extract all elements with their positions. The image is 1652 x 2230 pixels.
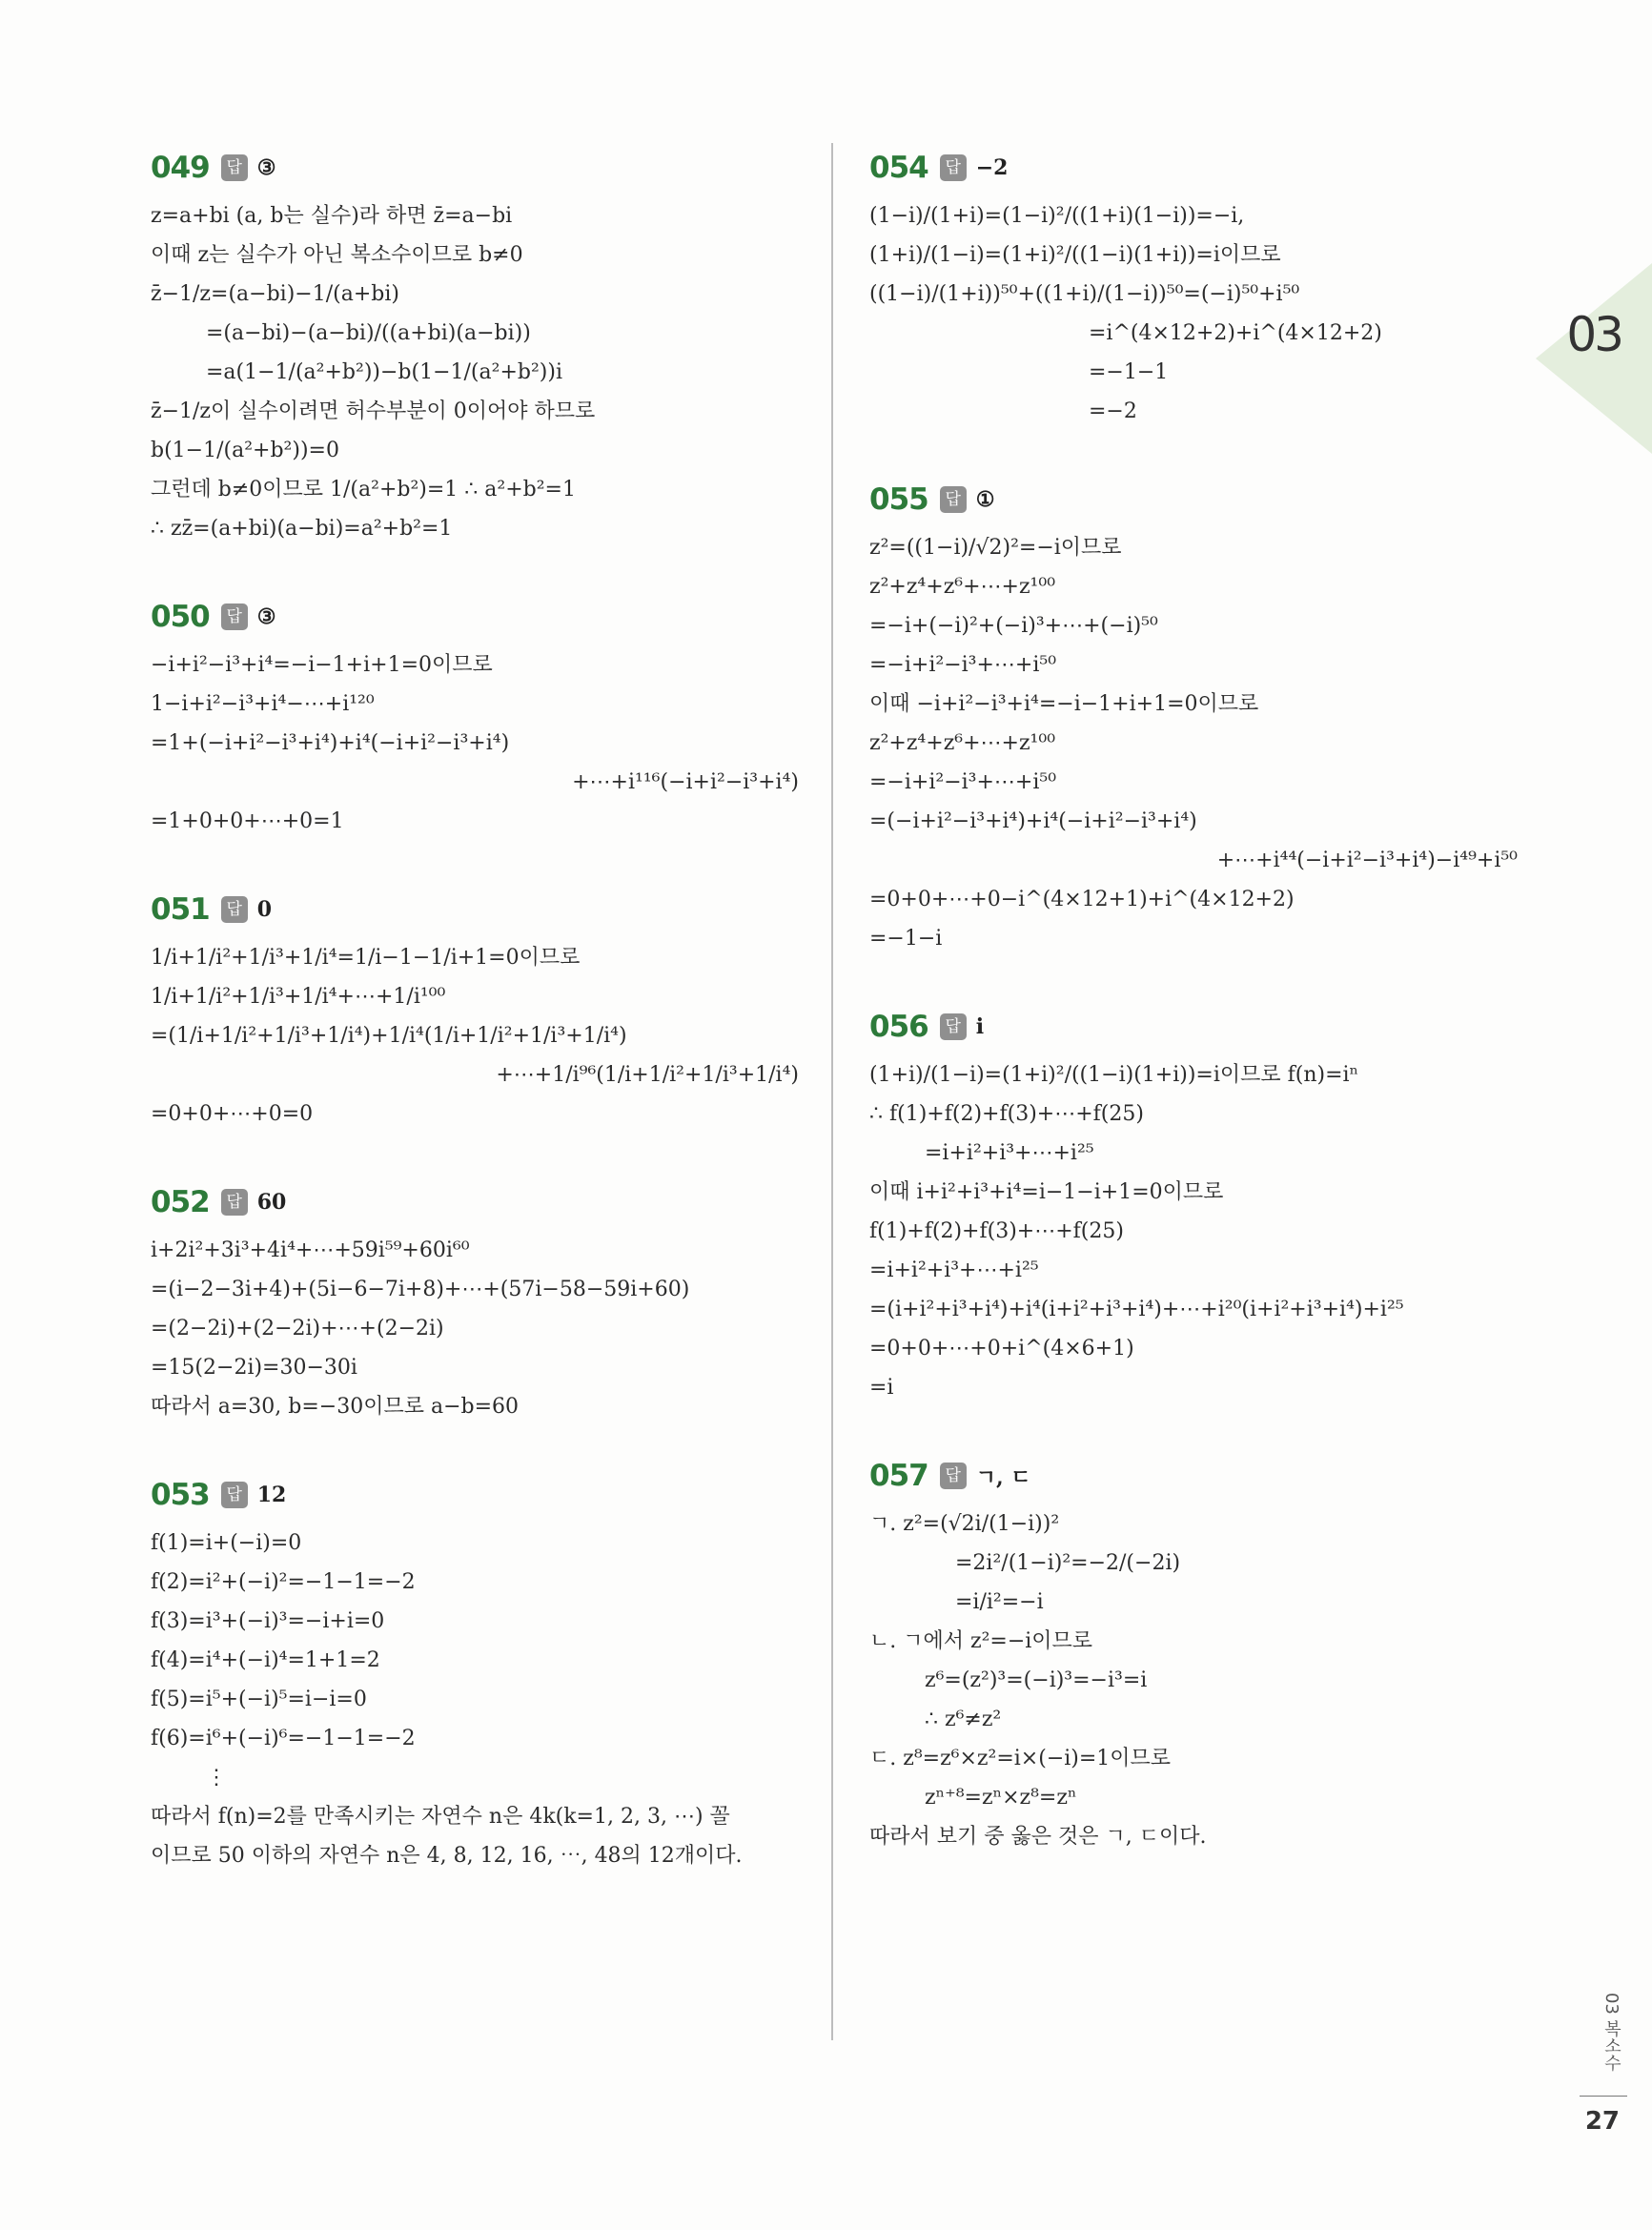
problem-050	[151, 592, 808, 841]
solution-line: =15(2−2i)=30−30i	[151, 1356, 357, 1380]
chapter-number: 03	[1566, 307, 1621, 362]
solution-line: =i/i²=−i	[955, 1590, 1044, 1614]
answer-badge: 답	[221, 1189, 248, 1216]
problem-header	[869, 1451, 1527, 1501]
answer-badge: 답	[221, 604, 248, 630]
solution-line: +⋯+1/i⁹⁶(1/i+1/i²+1/i³+1/i⁴)	[496, 1063, 799, 1087]
answer-value: ①	[975, 487, 995, 512]
solution-line: =−i+i²−i³+⋯+i⁵⁰	[869, 770, 1057, 794]
answer-value: ③	[256, 155, 276, 180]
problem-header	[151, 143, 808, 193]
solution-line: ∴ z⁶≠z²	[925, 1708, 1002, 1731]
solution-line: ㄴ. ㄱ에서 z²=−i이므로	[869, 1629, 1093, 1653]
solution-line: 이므로 50 이하의 자연수 n은 4, 8, 12, 16, ⋯, 48의 12개이다.	[151, 1844, 743, 1868]
answer-badge: 답	[221, 154, 248, 181]
problem-054	[869, 143, 1527, 431]
answer-value: −2	[975, 155, 1009, 180]
solution-line: z̄−1/z이 실수이려면 허수부분이 0이어야 하므로	[151, 399, 596, 423]
solution-line: =(2−2i)+(2−2i)+⋯+(2−2i)	[151, 1317, 444, 1340]
problem-052	[151, 1177, 808, 1426]
solution-line: z=a+bi (a, b는 실수)라 하면 z̄=a−bi	[151, 204, 513, 228]
solution-line: f(6)=i⁶+(−i)⁶=−1−1=−2	[151, 1727, 416, 1750]
solution-line: 1/i+1/i²+1/i³+1/i⁴=1/i−1−1/i+1=0이므로	[151, 946, 581, 970]
problem-header	[869, 143, 1527, 193]
problem-number: 049	[151, 151, 210, 185]
solution-line: =0+0+⋯+0−i^(4×12+1)+i^(4×12+2)	[869, 888, 1295, 911]
problem-header	[151, 1470, 808, 1520]
problem-header	[151, 592, 808, 642]
problem-number: 052	[151, 1185, 210, 1219]
page-number-rule	[1580, 2096, 1627, 2097]
solution-line: f(3)=i³+(−i)³=−i+i=0	[151, 1609, 385, 1633]
problem-number: 056	[869, 1010, 928, 1044]
solution-line: b(1−1/(a²+b²))=0	[151, 439, 339, 462]
answer-value: i	[975, 1014, 985, 1039]
solution-line: zⁿ⁺⁸=zⁿ×z⁸=zⁿ	[925, 1786, 1077, 1810]
problem-053	[151, 1470, 808, 1875]
solution-line: 따라서 f(n)=2를 만족시키는 자연수 n은 4k(k=1, 2, 3, ⋯) 꼴	[151, 1805, 730, 1829]
solution-line: i+2i²+3i³+4i⁴+⋯+59i⁵⁹+60i⁶⁰	[151, 1238, 470, 1262]
answer-value: ㄱ, ㄷ	[975, 1464, 1031, 1490]
solution-line: −i+i²−i³+i⁴=−i−1+i+1=0이므로	[151, 653, 493, 677]
right-column	[869, 143, 1527, 1900]
solution-line: ㄷ. z⁸=z⁶×z²=i×(−i)=1이므로	[869, 1747, 1172, 1770]
left-column	[151, 143, 808, 1919]
problem-056	[869, 1002, 1527, 1407]
solution-line: =(−i+i²−i³+i⁴)+i⁴(−i+i²−i³+i⁴)	[869, 809, 1197, 833]
solution-line: ㄱ. z²=(√2i/(1−i))²	[869, 1512, 1060, 1536]
solution-line: f(5)=i⁵+(−i)⁵=i−i=0	[151, 1688, 367, 1711]
solution-line: =−2	[1089, 399, 1137, 423]
solution-line: z²+z⁴+z⁶+⋯+z¹⁰⁰	[869, 731, 1056, 755]
solution-line: =a(1−1/(a²+b²))−b(1−1/(a²+b²))i	[206, 360, 562, 384]
solution-line: =−i+(−i)²+(−i)³+⋯+(−i)⁵⁰	[869, 614, 1158, 638]
problem-number: 050	[151, 600, 210, 634]
solution-line: z̄−1/z=(a−bi)−1/(a+bi)	[151, 282, 399, 306]
solution-line: =2i²/(1−i)²=−2/(−2i)	[955, 1551, 1181, 1575]
solution-line: ∴ zz̄=(a+bi)(a−bi)=a²+b²=1	[151, 517, 453, 541]
answer-value: 0	[256, 897, 273, 922]
solution-line: +⋯+i⁴⁴(−i+i²−i³+i⁴)−i⁴⁹+i⁵⁰	[1216, 849, 1518, 872]
solution-line: =(i−2−3i+4)+(5i−6−7i+8)+⋯+(57i−58−59i+60)	[151, 1278, 690, 1301]
solution-line: =1+(−i+i²−i³+i⁴)+i⁴(−i+i²−i³+i⁴)	[151, 731, 510, 755]
chapter-side-label: 03 복소수	[1601, 1993, 1621, 2072]
solution-line: 1/i+1/i²+1/i³+1/i⁴+⋯+1/i¹⁰⁰	[151, 985, 446, 1009]
problem-header	[151, 1177, 808, 1227]
solution-line: 그런데 b≠0이므로 1/(a²+b²)=1 ∴ a²+b²=1	[151, 478, 576, 501]
solution-line: 1−i+i²−i³+i⁴−⋯+i¹²⁰	[151, 692, 375, 716]
solution-line: =i+i²+i³+⋯+i²⁵	[869, 1258, 1039, 1282]
solution-line: 이때 −i+i²−i³+i⁴=−i−1+i+1=0이므로	[869, 692, 1259, 716]
solution-line: f(2)=i²+(−i)²=−1−1=−2	[151, 1570, 416, 1594]
problem-number: 051	[151, 892, 210, 927]
solution-line: =i+i²+i³+⋯+i²⁵	[925, 1141, 1094, 1165]
solution-line: =−1−i	[869, 927, 943, 951]
problem-number: 055	[869, 482, 928, 517]
answer-value: 12	[256, 1483, 287, 1507]
solution-line: z²=((1−i)/√2)²=−i이므로	[869, 536, 1122, 560]
solution-line: 이때 i+i²+i³+i⁴=i−1−i+1=0이므로	[869, 1180, 1224, 1204]
solution-line: z²+z⁴+z⁶+⋯+z¹⁰⁰	[869, 575, 1056, 599]
answer-badge: 답	[221, 896, 248, 923]
solution-line: ⋮	[206, 1766, 227, 1790]
problem-header	[869, 1002, 1527, 1052]
solution-line: =−i+i²−i³+⋯+i⁵⁰	[869, 653, 1057, 677]
solution-line: (1+i)/(1−i)=(1+i)²/((1−i)(1+i))=i이므로	[869, 243, 1281, 267]
solution-line: f(1)+f(2)+f(3)+⋯+f(25)	[869, 1219, 1124, 1243]
solution-line: z⁶=(z²)³=(−i)³=−i³=i	[925, 1668, 1148, 1692]
answer-badge: 답	[940, 154, 967, 181]
solution-line: +⋯+i¹¹⁶(−i+i²−i³+i⁴)	[572, 770, 799, 794]
solution-line: ∴ f(1)+f(2)+f(3)+⋯+f(25)	[869, 1102, 1144, 1126]
answer-badge: 답	[940, 486, 967, 513]
solution-line: 따라서 보기 중 옳은 것은 ㄱ, ㄷ이다.	[869, 1825, 1207, 1849]
problem-number: 053	[151, 1478, 210, 1512]
problem-051	[151, 885, 808, 1134]
solution-line: f(1)=i+(−i)=0	[151, 1531, 302, 1555]
problem-049	[151, 143, 808, 548]
problem-header	[151, 885, 808, 934]
solution-line: =−1−1	[1089, 360, 1169, 384]
solution-line: =(i+i²+i³+i⁴)+i⁴(i+i²+i³+i⁴)+⋯+i²⁰(i+i²+i³+i⁴)+i²⁵	[869, 1298, 1404, 1321]
solution-line: 이때 z는 실수가 아닌 복소수이므로 b≠0	[151, 243, 523, 267]
answer-value: ③	[256, 604, 276, 629]
solution-line: =0+0+⋯+0+i^(4×6+1)	[869, 1337, 1134, 1361]
problem-number: 054	[869, 151, 928, 185]
solution-line: f(4)=i⁴+(−i)⁴=1+1=2	[151, 1648, 380, 1672]
page-number: 27	[1584, 2107, 1620, 2136]
solution-line: (1+i)/(1−i)=(1+i)²/((1−i)(1+i))=i이므로 f(n)=iⁿ	[869, 1063, 1359, 1087]
answer-badge: 답	[940, 1463, 967, 1489]
problem-057	[869, 1451, 1527, 1856]
solution-line: =(1/i+1/i²+1/i³+1/i⁴)+1/i⁴(1/i+1/i²+1/i³+1/i⁴)	[151, 1024, 627, 1048]
solution-line: =1+0+0+⋯+0=1	[151, 809, 344, 833]
problem-header	[869, 475, 1527, 524]
solution-line: 따라서 a=30, b=−30이므로 a−b=60	[151, 1395, 520, 1419]
problem-number: 057	[869, 1459, 928, 1493]
solution-line: ((1−i)/(1+i))⁵⁰+((1+i)/(1−i))⁵⁰=(−i)⁵⁰+i⁵⁰	[869, 282, 1300, 306]
solution-line: (1−i)/(1+i)=(1−i)²/((1+i)(1−i))=−i,	[869, 204, 1245, 228]
column-divider	[831, 143, 833, 2040]
solution-line: =i^(4×12+2)+i^(4×12+2)	[1089, 321, 1382, 345]
problem-055	[869, 475, 1527, 958]
answer-badge: 답	[940, 1013, 967, 1040]
solution-line: =i	[869, 1376, 894, 1400]
answer-value: 60	[256, 1190, 287, 1215]
solution-line: =(a−bi)−(a−bi)/((a+bi)(a−bi))	[206, 321, 531, 345]
solution-line: =0+0+⋯+0=0	[151, 1102, 314, 1126]
answer-badge: 답	[221, 1482, 248, 1508]
